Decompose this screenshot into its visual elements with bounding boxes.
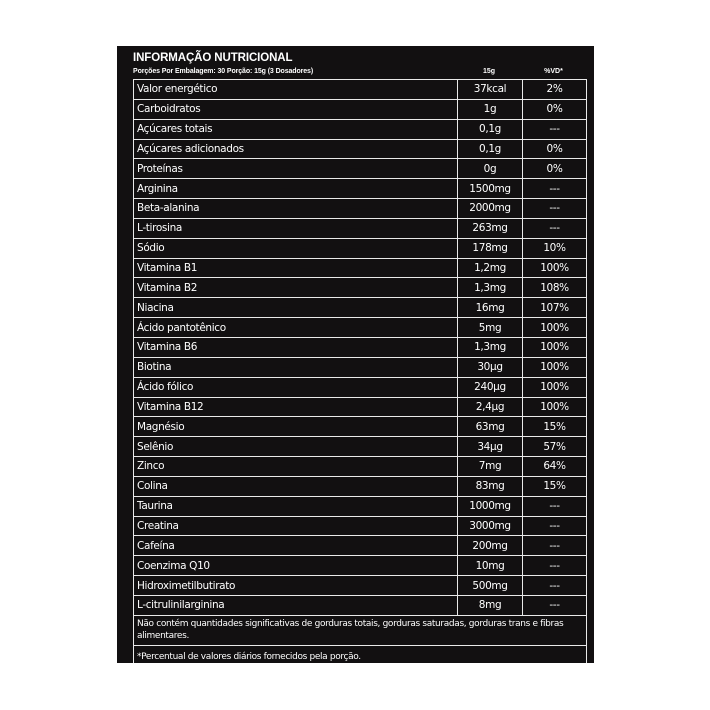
nutrient-name: Colina — [134, 476, 458, 496]
nutrient-row — [134, 218, 587, 238]
nutrient-row — [134, 496, 587, 516]
nutrient-daily-value: 15% — [523, 476, 587, 496]
nutrient-daily-value: 0% — [523, 159, 587, 179]
nutrition-header — [133, 52, 587, 79]
nutrient-quantity: 10mg — [458, 556, 523, 576]
nutrient-daily-value: 57% — [523, 437, 587, 457]
nutrient-name: Biotina — [134, 357, 458, 377]
nutrient-name: L-citrulinilarginina — [134, 595, 458, 615]
nutrient-name: Cafeína — [134, 536, 458, 556]
nutrient-name: Coenzima Q10 — [134, 556, 458, 576]
nutrient-name: Taurina — [134, 496, 458, 516]
nutrient-name: Hidroximetilbutirato — [134, 576, 458, 596]
nutrient-row — [134, 357, 587, 377]
nutrient-quantity: 1g — [458, 99, 523, 119]
nutrient-name: Carboidratos — [134, 99, 458, 119]
nutrient-quantity: 16mg — [458, 298, 523, 318]
nutrient-quantity: 2,4µg — [458, 397, 523, 417]
nutrient-name: Vitamina B6 — [134, 337, 458, 357]
footer-row-note — [134, 615, 587, 645]
nutrition-table — [133, 79, 587, 663]
nutrient-daily-value: 100% — [523, 258, 587, 278]
nutrient-name: Niacina — [134, 298, 458, 318]
nutrient-daily-value: --- — [523, 218, 587, 238]
nutrient-daily-value: 15% — [523, 417, 587, 437]
nutrient-row — [134, 576, 587, 596]
nutrient-name: Magnésio — [134, 417, 458, 437]
nutrient-row — [134, 80, 587, 100]
nutrient-row — [134, 457, 587, 477]
nutrient-daily-value: 0% — [523, 99, 587, 119]
nutrient-quantity: 1000mg — [458, 496, 523, 516]
nutrient-daily-value: --- — [523, 179, 587, 199]
nutrient-row — [134, 337, 587, 357]
nutrient-quantity: 178mg — [458, 238, 523, 258]
nutrient-quantity: 83mg — [458, 476, 523, 496]
nutrient-daily-value: 100% — [523, 357, 587, 377]
nutrition-table-body — [134, 80, 587, 664]
nutrient-row — [134, 536, 587, 556]
nutrient-quantity: 37kcal — [458, 80, 523, 100]
nutrient-name: Sódio — [134, 238, 458, 258]
nutrient-quantity: 1,3mg — [458, 278, 523, 298]
nutrient-row — [134, 556, 587, 576]
nutrient-name: Açúcares totais — [134, 119, 458, 139]
nutrient-daily-value: 0% — [523, 139, 587, 159]
nutrient-name: Vitamina B1 — [134, 258, 458, 278]
nutrient-daily-value: 10% — [523, 238, 587, 258]
nutrient-quantity: 7mg — [458, 457, 523, 477]
footer-vd-note: *Percentual de valores diários fornecidos pela porção. — [134, 645, 587, 663]
nutrient-daily-value: 100% — [523, 337, 587, 357]
nutrient-quantity: 34µg — [458, 437, 523, 457]
nutrient-daily-value: 100% — [523, 318, 587, 338]
nutrient-daily-value: 64% — [523, 457, 587, 477]
nutrient-quantity: 0,1g — [458, 139, 523, 159]
nutrient-quantity: 0g — [458, 159, 523, 179]
nutrient-daily-value: --- — [523, 119, 587, 139]
footer-row-vd-note — [134, 645, 587, 663]
nutrient-row — [134, 159, 587, 179]
nutrient-name: Zinco — [134, 457, 458, 477]
nutrient-name: Beta-alanina — [134, 199, 458, 219]
nutrient-row — [134, 397, 587, 417]
nutrient-daily-value: 100% — [523, 377, 587, 397]
nutrient-row — [134, 238, 587, 258]
nutrient-name: Arginina — [134, 179, 458, 199]
nutrient-name: Vitamina B2 — [134, 278, 458, 298]
nutrient-name: Açúcares adicionados — [134, 139, 458, 159]
column-header-daily-value: %VD* — [544, 68, 563, 75]
nutrient-daily-value: --- — [523, 595, 587, 615]
nutrient-daily-value: --- — [523, 199, 587, 219]
nutrient-daily-value: 108% — [523, 278, 587, 298]
nutrient-quantity: 30µg — [458, 357, 523, 377]
nutrient-name: L-tirosina — [134, 218, 458, 238]
serving-info: Porções Por Embalagem: 30 Porção: 15g (3 Dosadores) — [133, 68, 314, 75]
nutrient-row — [134, 139, 587, 159]
nutrient-quantity: 63mg — [458, 417, 523, 437]
nutrient-daily-value: 2% — [523, 80, 587, 100]
nutrient-daily-value: --- — [523, 576, 587, 596]
nutrient-quantity: 240µg — [458, 377, 523, 397]
nutrient-daily-value: --- — [523, 496, 587, 516]
nutrient-name: Ácido pantotênico — [134, 318, 458, 338]
nutrient-row — [134, 199, 587, 219]
nutrient-row — [134, 179, 587, 199]
nutrient-quantity: 0,1g — [458, 119, 523, 139]
footer-note: Não contém quantidades significativas de gorduras totais, gorduras saturadas, gorduras trans e fibras alimentares. — [134, 615, 587, 645]
nutrient-row — [134, 298, 587, 318]
nutrient-quantity: 1500mg — [458, 179, 523, 199]
nutrient-daily-value: --- — [523, 536, 587, 556]
nutrient-quantity: 500mg — [458, 576, 523, 596]
nutrient-quantity: 263mg — [458, 218, 523, 238]
nutrient-row — [134, 278, 587, 298]
nutrient-row — [134, 377, 587, 397]
nutrient-row — [134, 516, 587, 536]
nutrient-row — [134, 318, 587, 338]
nutrient-quantity: 1,2mg — [458, 258, 523, 278]
nutrient-name: Valor energético — [134, 80, 458, 100]
nutrient-quantity: 5mg — [458, 318, 523, 338]
column-header-quantity: 15g — [482, 68, 496, 75]
nutrient-row — [134, 119, 587, 139]
nutrient-daily-value: 107% — [523, 298, 587, 318]
nutrient-name: Creatina — [134, 516, 458, 536]
nutrient-row — [134, 476, 587, 496]
nutrient-row — [134, 99, 587, 119]
nutrient-name: Selênio — [134, 437, 458, 457]
nutrient-daily-value: --- — [523, 556, 587, 576]
nutrient-row — [134, 417, 587, 437]
nutrient-name: Ácido fólico — [134, 377, 458, 397]
nutrient-daily-value: --- — [523, 516, 587, 536]
nutrient-row — [134, 437, 587, 457]
nutrient-quantity: 1,3mg — [458, 337, 523, 357]
nutrient-row — [134, 258, 587, 278]
nutrient-quantity: 200mg — [458, 536, 523, 556]
nutrient-quantity: 2000mg — [458, 199, 523, 219]
nutrient-name: Vitamina B12 — [134, 397, 458, 417]
nutrient-daily-value: 100% — [523, 397, 587, 417]
nutrition-title: INFORMAÇÃO NUTRICIONAL — [133, 52, 293, 64]
nutrient-name: Proteínas — [134, 159, 458, 179]
nutrient-row — [134, 595, 587, 615]
nutrition-facts-panel — [117, 46, 594, 663]
nutrient-quantity: 3000mg — [458, 516, 523, 536]
nutrient-quantity: 8mg — [458, 595, 523, 615]
